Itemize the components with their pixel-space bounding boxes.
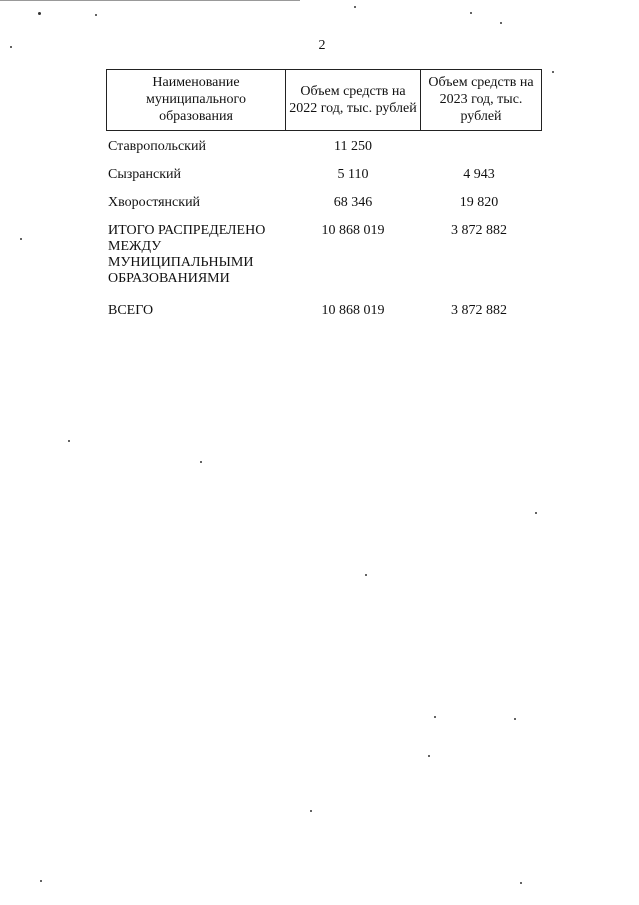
row-value-2023: 19 820	[459, 195, 499, 210]
page-number: 2	[318, 38, 326, 53]
row-name: ВСЕГО	[108, 303, 154, 318]
scan-speck	[10, 46, 12, 48]
scan-speck	[200, 461, 202, 463]
header-amount-2023: Объем средств на 2023 год, тыс. рублей	[421, 70, 542, 131]
scan-speck	[552, 71, 554, 73]
row-value-2022: 68 346	[333, 195, 373, 210]
scan-speck	[535, 512, 537, 514]
scan-speck	[354, 6, 356, 8]
row-value-2022: 10 868 019	[321, 303, 385, 318]
scan-speck	[95, 14, 97, 16]
scan-speck	[365, 574, 367, 576]
row-name: ИТОГО РАСПРЕДЕЛЕНО МЕЖДУ МУНИЦИПАЛЬНЫМИ ОБРАЗОВАНИЯМИ	[108, 223, 266, 286]
table-header	[106, 69, 542, 131]
scan-speck	[520, 882, 522, 884]
row-value-2023: 4 943	[463, 167, 495, 182]
row-name: Хворостянский	[108, 195, 201, 210]
scan-speck	[428, 755, 430, 757]
row-name: Сызранский	[108, 167, 181, 182]
scan-speck	[310, 810, 312, 812]
header-municipality: Наименование муниципального образования	[107, 70, 286, 131]
scan-speck	[20, 238, 22, 240]
scan-speck	[500, 22, 502, 24]
row-name: Ставропольский	[108, 139, 206, 154]
scan-edge-line	[0, 0, 300, 1]
row-value-2022: 11 250	[334, 139, 372, 154]
scan-speck	[40, 880, 42, 882]
row-value-2022: 10 868 019	[321, 223, 385, 238]
row-value-2022: 5 110	[337, 167, 369, 182]
row-value-2023: 3 872 882	[451, 223, 507, 238]
scan-speck	[470, 12, 472, 14]
scan-speck	[38, 12, 41, 15]
scan-speck	[514, 718, 516, 720]
row-value-2023: 3 872 882	[451, 303, 507, 318]
header-amount-2022: Объем средств на 2022 год, тыс. рублей	[286, 70, 421, 131]
scan-speck	[434, 716, 436, 718]
scan-speck	[68, 440, 70, 442]
